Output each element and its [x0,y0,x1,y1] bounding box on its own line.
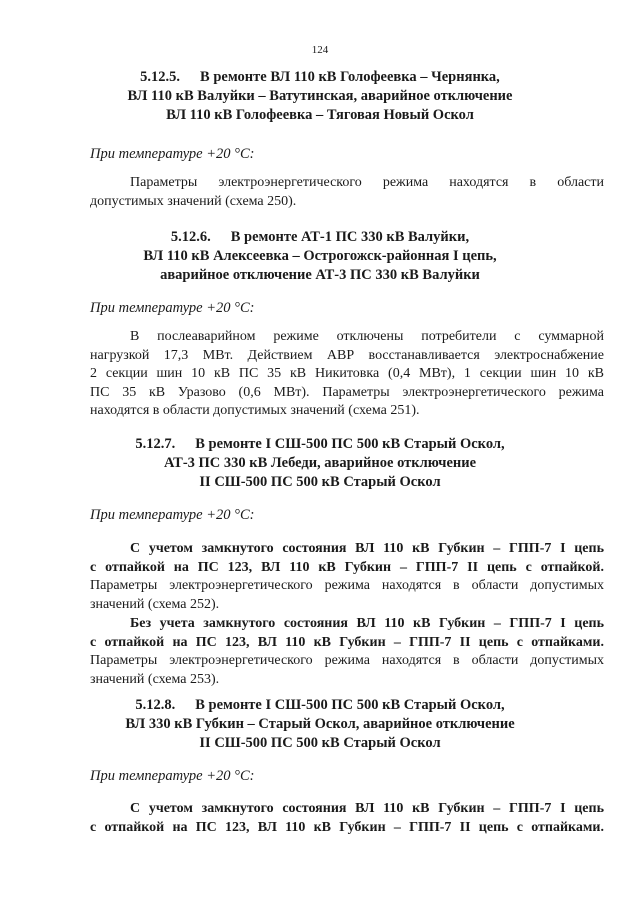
paragraph [90,328,604,421]
paragraph-line: Параметры электроэнергетического режима находятся в области допустимых [90,653,604,669]
section-title-line: ВЛ 330 кВ Губкин – Старый Оскол, аварийное отключение [125,716,515,732]
section-heading-5-12-5 [0,68,640,125]
paragraph-line: значений (схема 253). [90,671,220,687]
paragraph-line: Без учета замкнутого состояния ВЛ 110 кВ Губкин – ГПП-7 I цепь [130,616,604,631]
temperature-label: При температуре +20 °С: [90,507,255,523]
section-title-line: ВЛ 110 кВ Голофеевка – Тяговая Новый Оскол [166,107,474,123]
section-number: 5.12.7. [135,436,176,452]
paragraph-line: ПС 35 кВ Уразово (0,6 МВт). Параметры электроэнергетического режима [90,384,604,400]
paragraph-line: С учетом замкнутого состояния ВЛ 110 кВ Губкин – ГПП-7 I цепь [130,801,604,816]
paragraph [90,800,604,837]
paragraph-line: с отпайкой на ПС 123, ВЛ 110 кВ Губкин – ГПП-7 II цепь с отпайками. [90,819,604,835]
section-title-line: В ремонте ВЛ 110 кВ Голофеевка – Чернянка, [200,69,500,85]
paragraph-line: нагрузкой 17,3 МВт. Действием АВР восстанавливается электроснабжение [90,347,604,363]
paragraph [90,615,604,689]
paragraph-line: В послеаварийном режиме отключены потребители с суммарной [130,329,604,344]
section-title-line: аварийное отключение АТ-3 ПС 330 кВ Валуйки [160,267,480,283]
page-number: 124 [311,44,329,56]
paragraph-line: находятся в области допустимых значений (схема 251). [90,403,420,419]
section-title-line: В ремонте I СШ-500 ПС 500 кВ Старый Оскол, [195,436,505,452]
paragraph-line: Параметры электроэнергетического режима находятся в области допустимых [90,578,604,594]
section-heading-5-12-7 [0,435,640,492]
paragraph [90,540,604,614]
temperature-label: При температуре +20 °С: [90,768,255,784]
section-heading-5-12-8 [0,696,640,753]
section-title-line: В ремонте АТ-1 ПС 330 кВ Валуйки, [230,229,470,245]
paragraph-line: допустимых значений (схема 250). [90,193,297,209]
paragraph-line: С учетом замкнутого состояния ВЛ 110 кВ Губкин – ГПП-7 I цепь [130,541,604,556]
paragraph-line: 2 секции шин 10 кВ ПС 35 кВ Никитовка (0,4 МВт), 1 секции шин 10 кВ [90,366,604,382]
section-title-line: ВЛ 110 кВ Валуйки – Ватутинская, аварийное отключение [127,88,513,104]
section-number: 5.12.6. [170,229,211,245]
paragraph [90,174,604,211]
temperature-label: При температуре +20 °С: [90,146,255,162]
section-number: 5.12.8. [135,697,176,713]
paragraph-line: значений (схема 252). [90,596,220,612]
section-number: 5.12.5. [140,69,181,85]
paragraph-line: Параметры электроэнергетического режима находятся в области [130,175,604,190]
paragraph-line: с отпайкой на ПС 123, ВЛ 110 кВ Губкин – ГПП-7 II цепь с отпайками. [90,634,604,650]
section-title-line: II СШ-500 ПС 500 кВ Старый Оскол [199,474,441,490]
section-heading-5-12-6 [0,228,640,285]
paragraph-line: с отпайкой на ПС 123, ВЛ 110 кВ Губкин – ГПП-7 II цепь с отпайкой. [90,559,604,575]
section-title-line: АТ-3 ПС 330 кВ Лебеди, аварийное отключение [163,455,477,471]
section-title-line: II СШ-500 ПС 500 кВ Старый Оскол [199,735,441,751]
temperature-label: При температуре +20 °С: [90,300,255,316]
section-title-line: В ремонте I СШ-500 ПС 500 кВ Старый Оскол, [195,697,505,713]
section-title-line: ВЛ 110 кВ Алексеевка – Острогожск-районная I цепь, [143,248,497,264]
